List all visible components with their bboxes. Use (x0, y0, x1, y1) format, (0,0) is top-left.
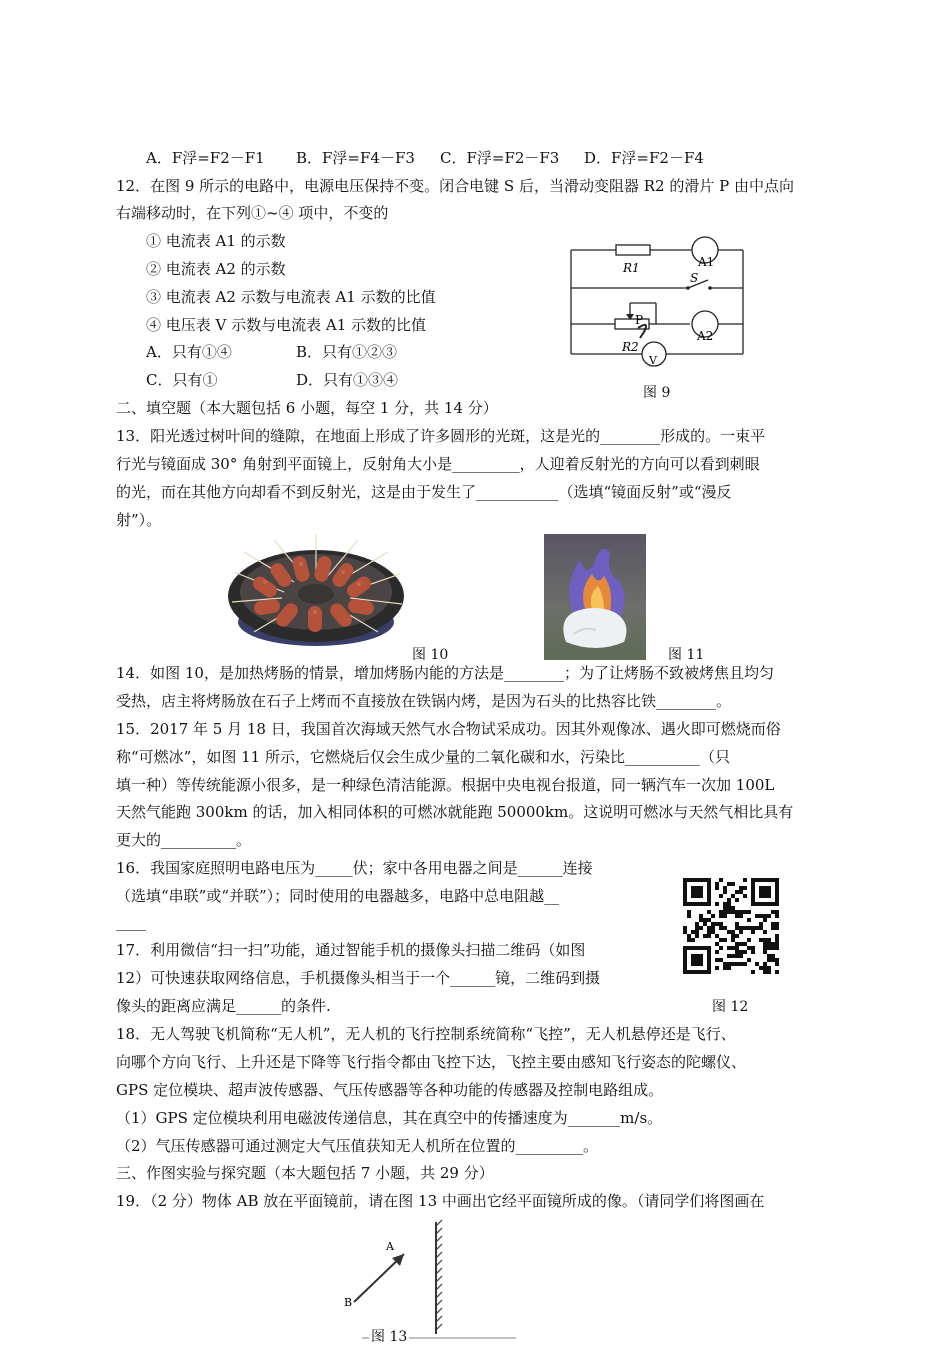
q17-text-line2: 12）可快速获取网络信息，手机摄像头相当于一个______镜，二维码到摄 (116, 969, 601, 987)
q18-text-line3: GPS 定位模块、超声波传感器、气压传感器等各种功能的传感器及控制电路组成。 (116, 1081, 664, 1099)
q15-text-line2: 称“可燃冰”，如图 11 所示，它燃烧后仅会生成少量的二氧化碳和水，污染比__________（只 (116, 748, 730, 766)
section-3-heading: 三、作图实验与探究题（本大题包括 7 小题，共 29 分） (116, 1164, 494, 1182)
figure-12-caption: 图 12 (712, 999, 749, 1015)
q15-text-line1: 15．2017 年 5 月 18 日，我国首次海域天然气水合物试采成功。因其外观像冰、遇火即可燃烧而俗 (116, 720, 781, 738)
q12-item-3: ③ 电流表 A2 示数与电流表 A1 示数的比值 (146, 288, 436, 306)
q13-text-line1: 13．阳光透过树叶间的缝隙，在地面上形成了许多圆形的光斑，这是光的________形成的。一束平 (116, 427, 766, 445)
q12-text-line2: 右端移动时，在下列①~④ 项中，不变的 (116, 204, 389, 222)
q12-option-b: B．只有①②③ (296, 343, 398, 361)
section-2-heading: 二、填空题（本大题包括 6 小题，每空 1 分，共 14 分） (116, 399, 498, 417)
q15-text-line4: 天然气能跑 300km 的话，加入相同体积的可燃冰就能跑 50000km。这说明可燃冰与天然气相比具有 (116, 803, 794, 821)
q12-item-1: ① 电流表 A1 的示数 (146, 232, 286, 250)
q11-option-c: C．F浮=F2－F3 (440, 149, 560, 167)
figure-10-caption: 图 10 (412, 647, 449, 663)
q11-option-b: B．F浮=F4－F3 (296, 149, 415, 167)
q13-text-line2: 行光与镜面成 30° 角射到平面镜上，反射角大小是_________，人迎着反射光的方向可以看到刺眼 (116, 455, 760, 473)
fig13-label-b: B (344, 1296, 353, 1309)
q16-text-line1: 16．我国家庭照明电路电压为_____伏；家中各用电器之间是______连接 (116, 859, 593, 877)
figure-11-caption: 图 11 (668, 647, 705, 663)
q12-option-c: C．只有① (146, 371, 218, 389)
figure-9-caption: 图 9 (643, 385, 671, 401)
q16-text-line3: ____ (116, 913, 146, 931)
q14-text-line1: 14．如图 10，是加热烤肠的情景，增加烤肠内能的方法是________；为了让烤肠不致被烤焦且均匀 (116, 664, 774, 682)
q12-item-2: ② 电流表 A2 的示数 (146, 260, 286, 278)
q16-text-line2: （选填“串联”或“并联”）；同时使用的电器越多，电路中总电阻越__ (116, 887, 560, 905)
fig9-label-s: S (690, 271, 699, 285)
q12-option-a: A．只有①④ (146, 343, 232, 361)
figure-11-burning-ice-photo (544, 534, 646, 660)
q13-text-line4: 射”）。 (116, 511, 162, 529)
q15-text-line5: 更大的__________。 (116, 831, 252, 849)
q18-sub-question-1: （1）GPS 定位模块利用电磁波传递信息，其在真空中的传播速度为_______m/s。 (116, 1109, 663, 1127)
q13-text-line3: 的光，而在其他方向却看不到反射光，这是由于发生了___________（选填“镜面反射”或“漫反 (116, 483, 732, 501)
fig9-label-r1: R1 (623, 261, 640, 275)
fig9-label-v: V (649, 354, 657, 367)
fig9-label-p: P (635, 313, 644, 327)
q12-text-line1: 12．在图 9 所示的电路中，电源电压保持不变。闭合电键 S 后，当滑动变阻器 R2 的滑片 P 由中点向 (116, 177, 794, 195)
q14-text-line2: 受热，店主将烤肠放在石子上烤而不直接放在铁锅内烤，是因为石头的比热容比铁________。 (116, 692, 732, 710)
figure-13-caption: 图 13 (371, 1329, 408, 1345)
q18-sub-question-2: （2）气压传感器可通过测定大气压值获知无人机所在位置的_________。 (116, 1137, 599, 1155)
fig9-label-a1: A1 (698, 255, 715, 269)
fig9-label-a2: A2 (697, 329, 714, 343)
q19-text-line1: 19．（2 分）物体 AB 放在平面镜前，请在图 13 中画出它经平面镜所成的像。（请同学们将图画在 (116, 1192, 765, 1210)
fig9-label-r2: R2 (622, 340, 639, 354)
figure-10-sausage-grill-photo (224, 532, 408, 650)
q12-item-4: ④ 电压表 V 示数与电流表 A1 示数的比值 (146, 316, 427, 334)
q18-text-line2: 向哪个方向飞行、上升还是下降等飞行指令都由飞控下达，飞控主要由感知飞行姿态的陀螺仪、 (116, 1053, 747, 1071)
q15-text-line3: 填一种）等传统能源小很多，是一种绿色清洁能源。根据中央电视台报道，同一辆汽车一次加 100L (116, 776, 775, 794)
q11-option-a: A．F浮=F2－F1 (146, 149, 265, 167)
q18-text-line1: 18．无人驾驶飞机简称“无人机”，无人机的飞行控制系统简称“飞控”，无人机悬停还是飞行、 (116, 1025, 736, 1043)
fig13-label-a: A (386, 1240, 394, 1253)
figure-12-qr-code (683, 878, 779, 974)
q12-option-d: D．只有①③④ (296, 371, 399, 389)
q11-option-d: D．F浮=F2－F4 (584, 149, 704, 167)
q17-text-line3: 像头的距离应满足______的条件. (116, 997, 331, 1015)
figure-13-mirror-diagram (340, 1216, 520, 1344)
figure-9-circuit-diagram (560, 236, 760, 368)
q17-text-line1: 17．利用微信“扫一扫”功能，通过智能手机的摄像头扫描二维码（如图 (116, 941, 586, 959)
